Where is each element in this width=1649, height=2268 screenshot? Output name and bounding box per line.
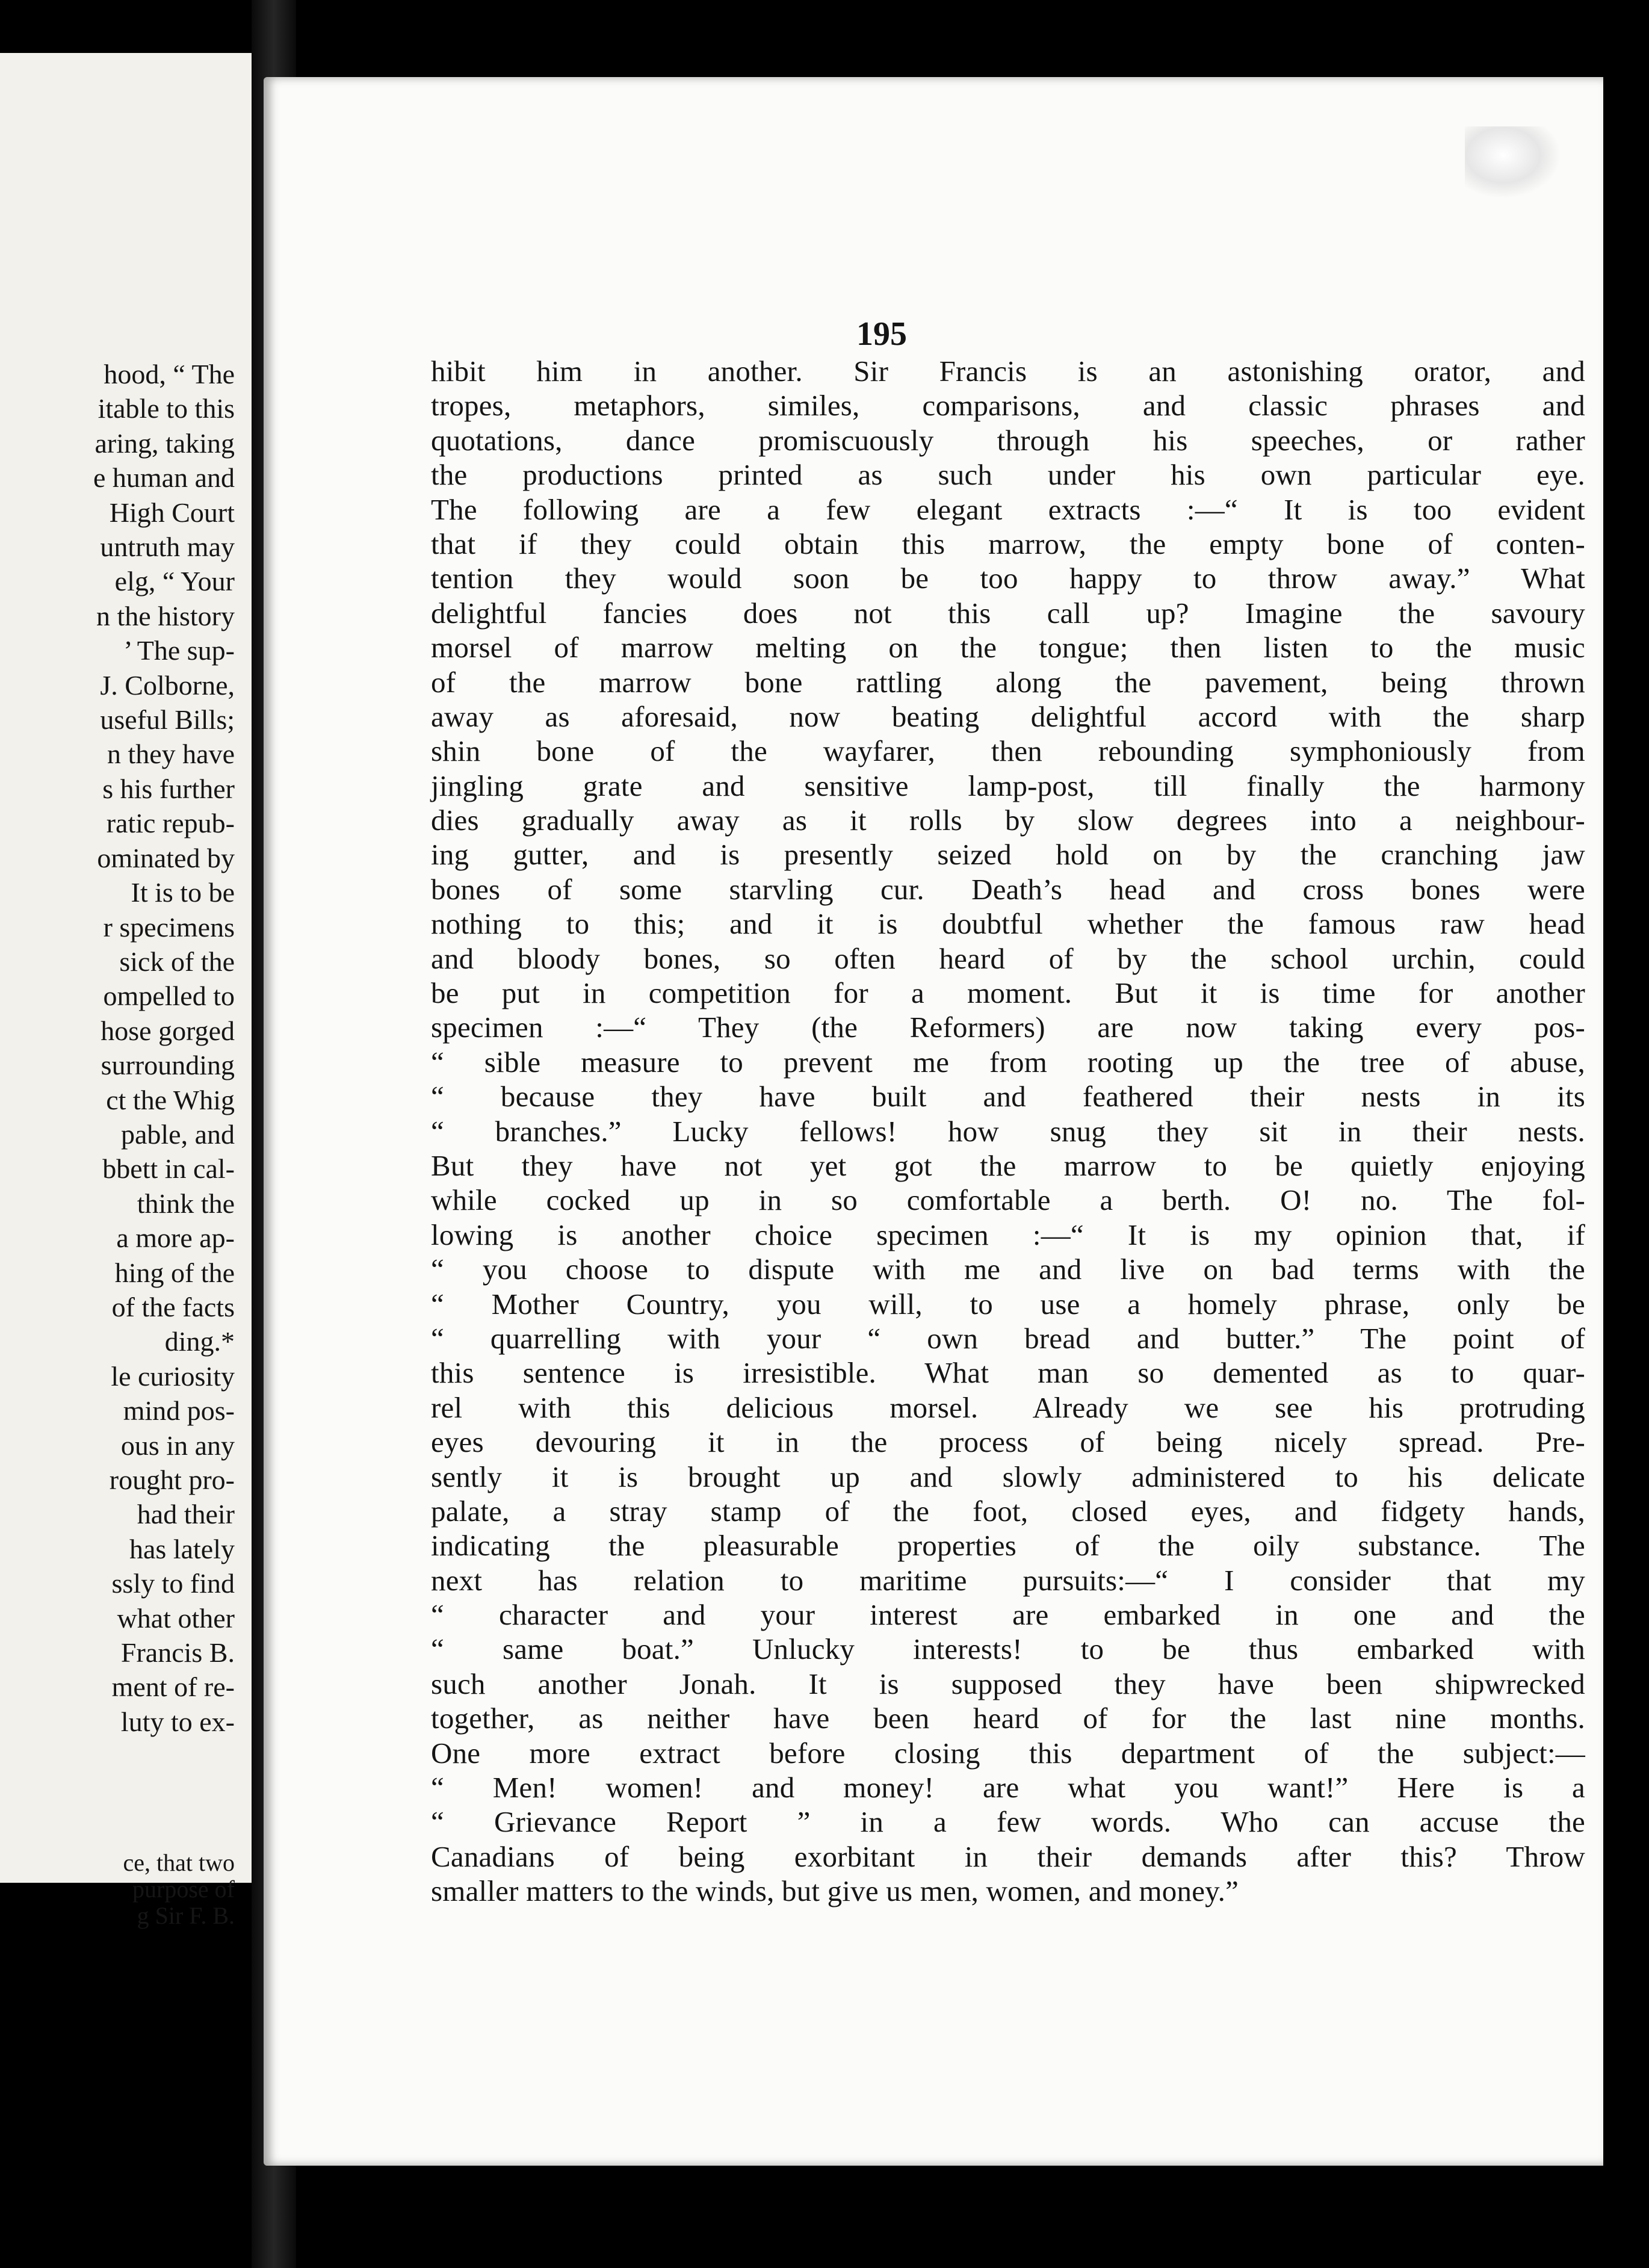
left-page-line: n they have (107, 739, 235, 770)
right-page (264, 77, 1603, 2166)
left-page-line: useful Bills; (100, 704, 235, 736)
body-text-line: the productions printed as such under his own particular eye. (431, 458, 1585, 492)
left-page-line: had their (137, 1499, 235, 1530)
left-page-line: ding.* (164, 1326, 235, 1357)
body-text-line: of the marrow bone rattling along the pavement, being thrown (431, 665, 1585, 699)
left-page-line: hing of the (114, 1257, 235, 1288)
body-text-line: “ Men! women! and money! are what you want!” Here is a (431, 1771, 1585, 1805)
body-text-line: tropes, metaphors, similes, comparisons, and classic phrases and (431, 389, 1585, 423)
left-page-line: think the (137, 1188, 235, 1219)
left-page-line: mind pos- (123, 1395, 235, 1427)
left-page-line: ’ The sup- (123, 635, 235, 666)
body-text-line: eyes devouring it in the process of being nicely spread. Pre- (431, 1425, 1585, 1459)
body-text-line: The following are a few elegant extracts :—“ It is too evident (431, 492, 1585, 526)
body-text-line: palate, a stray stamp of the foot, closed eyes, and fidgety hands, (431, 1494, 1585, 1528)
left-page-footnote-line: ce, that two (123, 1849, 235, 1876)
left-page-footnote-line: g Sir F. B. (137, 1902, 235, 1929)
body-text-line: and bloody bones, so often heard of by the school urchin, could (431, 941, 1585, 975)
body-text-line: nothing to this; and it is doubtful whether the famous raw head (431, 907, 1585, 941)
body-text-line: “ quarrelling with your “ own bread and butter.” The point of (431, 1321, 1585, 1355)
left-page-line: elg, “ Your (114, 566, 235, 597)
body-text-line: away as aforesaid, now beating delightful accord with the sharp (431, 699, 1585, 733)
body-text-line: next has relation to maritime pursuits:—“ I consider that my (431, 1563, 1585, 1597)
left-page-line: what other (117, 1602, 235, 1634)
left-page-line: luty to ex- (120, 1706, 235, 1737)
left-page-line: sick of the (119, 946, 235, 977)
body-text-line: “ Grievance Report ” in a few words. Who can accuse the (431, 1805, 1585, 1839)
left-page-line: has lately (129, 1533, 235, 1564)
left-page-line: n the history (96, 600, 235, 631)
body-text-line: quotations, dance promiscuously through his speeches, or rather (431, 423, 1585, 457)
body-text-line: “ you choose to dispute with me and live on bad terms with the (431, 1253, 1585, 1286)
left-page-line: surrounding (101, 1050, 235, 1081)
body-text-line: One more extract before closing this department of the subject:— (431, 1736, 1585, 1770)
body-text-line: Canadians of being exorbitant in their demands after this? Throw (431, 1839, 1585, 1873)
body-text-line: “ Mother Country, you will, to use a homely phrase, only be (431, 1287, 1585, 1321)
body-text-line: together, as neither have been heard of for the last nine months. (431, 1702, 1585, 1735)
left-page-line: High Court (109, 497, 235, 528)
left-page-line: ment of re- (111, 1672, 235, 1703)
left-page-line: hose gorged (101, 1015, 235, 1046)
body-text-line: morsel of marrow melting on the tongue; then listen to the music (431, 631, 1585, 665)
left-page (0, 53, 255, 1929)
left-page-line: ominated by (97, 842, 235, 873)
page-corner-wear (1465, 126, 1561, 199)
left-page-line: pable, and (120, 1118, 235, 1150)
body-text-line: smaller matters to the winds, but give us men, women, and money.” (431, 1874, 1239, 1908)
body-text-line: be put in competition for a moment. But it is time for another (431, 976, 1585, 1010)
body-text-line: shin bone of the wayfarer, then rebounding symphoniously from (431, 734, 1585, 768)
body-text-line: such another Jonah. It is supposed they have been shipwrecked (431, 1667, 1585, 1700)
left-page-line: ssly to find (111, 1568, 235, 1599)
left-page-footnote (123, 1850, 235, 1929)
left-page-line: ratic repub- (106, 808, 235, 839)
body-text-line: “ same boat.” Unlucky interests! to be thus embarked with (431, 1632, 1585, 1666)
left-page-line: ompelled to (103, 981, 235, 1012)
left-page-footnote-line: purpose of (132, 1876, 235, 1903)
left-page-line: hood, “ The (104, 359, 235, 389)
left-page-line: J. Colborne, (100, 669, 235, 701)
left-page-line: of the facts (111, 1291, 235, 1322)
body-text-line: “ because they have built and feathered their nests in its (431, 1080, 1585, 1114)
body-text-line: this sentence is irresistible. What man so demented as to quar- (431, 1356, 1585, 1390)
body-text-line: jingling grate and sensitive lamp-post, till finally the harmony (431, 769, 1585, 802)
left-page-line: le curiosity (111, 1360, 235, 1392)
body-text-line: lowing is another choice specimen :—“ It is my opinion that, if (431, 1218, 1585, 1251)
body-text-line: that if they could obtain this marrow, the empty bone of conten- (431, 527, 1585, 560)
left-page-line: e human and (93, 462, 235, 494)
body-text-line: hibit him in another. Sir Francis is an astonishing orator, and (431, 355, 1585, 388)
left-page-line: itable to this (97, 393, 235, 424)
left-page-line: rought pro- (109, 1464, 235, 1495)
body-text-line: sently it is brought up and slowly administered to his delicate (431, 1460, 1585, 1493)
left-page-line: Francis B. (120, 1637, 235, 1668)
body-text-line: indicating the pleasurable properties of the oily substance. The (431, 1529, 1585, 1563)
body-text-line: dies gradually away as it rolls by slow degrees into a neighbour- (431, 804, 1585, 837)
left-page-line: It is to be (131, 877, 235, 908)
left-page-line: s his further (102, 773, 235, 804)
left-page-line: untruth may (100, 531, 235, 563)
page-body-text (431, 354, 1585, 1909)
body-text-line: tention they would soon be too happy to throw away.” What (431, 562, 1585, 595)
body-text-line: “ character and your interest are embarked in one and the (431, 1598, 1585, 1632)
left-page-line: aring, taking (94, 427, 235, 459)
body-text-line: “ branches.” Lucky fellows! how snug they sit in their nests. (431, 1114, 1585, 1148)
left-page-line: ous in any (120, 1430, 235, 1461)
body-text-line: ing gutter, and is presently seized hold on by the cranching jaw (431, 838, 1585, 872)
body-text-line: “ sible measure to prevent me from rooting up the tree of abuse, (431, 1045, 1585, 1079)
body-text-line: rel with this delicious morsel. Already we see his protruding (431, 1390, 1585, 1424)
page-number: 195 (856, 315, 907, 353)
left-page-line: ct the Whig (106, 1084, 235, 1115)
body-text-line: But they have not yet got the marrow to be quietly enjoying (431, 1148, 1585, 1182)
left-page-line: bbett in cal- (102, 1153, 235, 1185)
left-page-line: a more ap- (116, 1222, 235, 1254)
body-text-line: bones of some starvling cur. Death’s head and cross bones were (431, 872, 1585, 906)
body-text-line: while cocked up in so comfortable a berth. O! no. The fol- (431, 1183, 1585, 1217)
left-page-text (93, 357, 235, 1739)
body-text-line: specimen :—“ They (the Reformers) are now taking every pos- (431, 1011, 1585, 1044)
left-page-line: r specimens (103, 911, 235, 943)
body-text-line: delightful fancies does not this call up? Imagine the savoury (431, 596, 1585, 630)
